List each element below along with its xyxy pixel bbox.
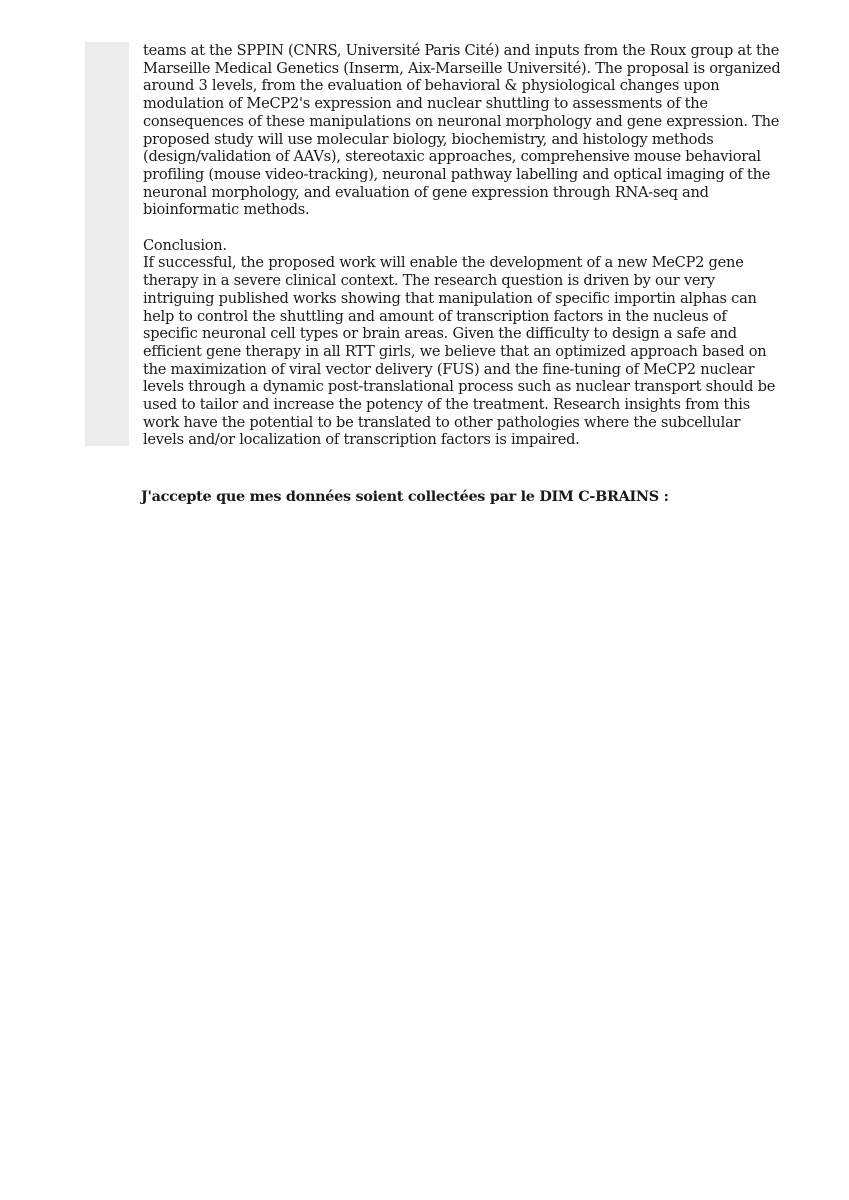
consent-question-label: J'accepte que mes données soient collectées par le DIM C-BRAINS : <box>141 488 669 505</box>
conclusion-heading: Conclusion. <box>143 236 227 254</box>
answer-text-block <box>143 42 783 449</box>
answer-field-margin <box>85 42 129 446</box>
conclusion-paragraph: If successful, the proposed work will enable the development of a new MeCP2 gene therapy in a severe clinical context. The research question is driven by our very intriguing published works showing that manipulation of specific importin alphas can help to control the shuttling and amount of transcription factors in the nucleus of specific neuronal cell types or brain areas. Given the difficulty to design a safe and efficient gene therapy in all RTT girls, we believe that an optimized approach based on the maximization of viral vector delivery (FUS) and the fine-tuning of MeCP2 nuclear levels through a dynamic post-translational process such as nuclear transport should be used to tailor and increase the potency of the treatment. Research insights from this work have the potential to be translated to other pathologies where the subcellular levels and/or localization of transcription factors is impaired. <box>143 254 776 449</box>
methods-paragraph: teams at the SPPIN (CNRS, Université Paris Cité) and inputs from the Roux group at the Marseille Medical Genetics (Inserm, Aix-Marseille Université). The proposal is organized around 3 levels, from the evaluation of behavioral & physiological changes upon modulation of MeCP2's expression and nuclear shuttling to assessments of the consequences of these manipulations on neuronal morphology and gene expression. The proposed study will use molecular biology, biochemistry, and histology methods (design/validation of AAVs), stereotaxic approaches, comprehensive mouse behavioral profiling (mouse video-tracking), neuronal pathway labelling and optical imaging of the neuronal morphology, and evaluation of gene expression through RNA-seq and bioinformatic methods. <box>143 42 781 219</box>
paragraph-spacer <box>143 219 783 237</box>
